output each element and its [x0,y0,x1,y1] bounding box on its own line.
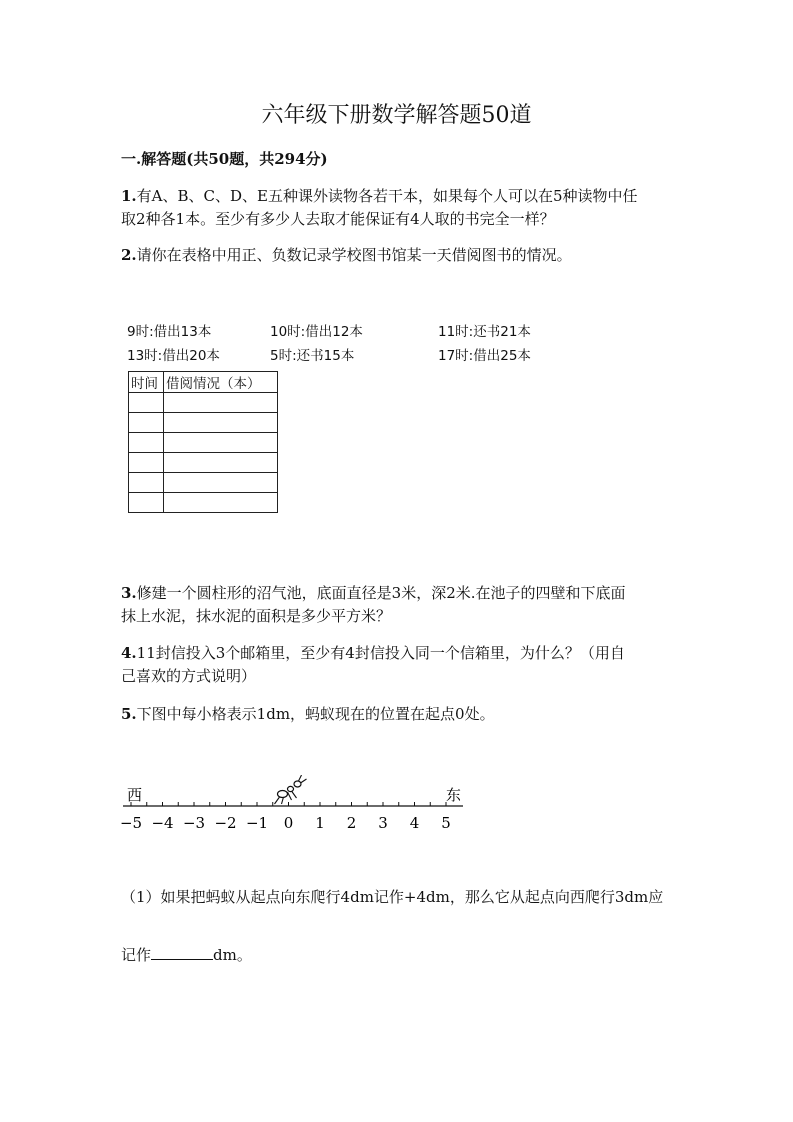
question-number: 3. [121,584,137,602]
table-cell [129,413,164,433]
table-row [129,433,278,453]
tick-label: 3 [378,814,388,832]
number-line-figure [115,775,475,837]
question-number: 1. [121,187,137,205]
answer-blank[interactable] [151,945,213,960]
question-5 [121,703,495,726]
table-cell [164,433,278,453]
record-table [128,371,278,513]
ant-icon [275,775,307,804]
question-text: 11封信投入3个邮箱里，至少有4封信投入同一个信箱里，为什么？（用自 [136,644,625,662]
tick-label: 4 [409,814,420,832]
tick-label: −3 [182,814,206,832]
question-text: 请你在表格中用正、负数记录学校图书馆某一天借阅图书的情况。 [136,246,572,264]
question-4 [121,642,625,688]
table-header-record: 借阅情况（本） [164,372,278,393]
table-cell [164,413,278,433]
tick-labels [120,814,451,832]
table-row [129,453,278,473]
table-cell [129,433,164,453]
question-text-cont: 抹上水泥，抹水泥的面积是多少平方米？ [121,607,392,625]
tick-label: −5 [119,814,143,832]
table-row [129,493,278,513]
question-text: 下图中每小格表示1dm，蚂蚁现在的位置在起点0处。 [136,705,495,723]
question-number: 2. [121,246,137,264]
table-row [129,413,278,433]
question-3 [121,582,626,628]
table-cell [129,393,164,413]
table-cell [164,493,278,513]
question-1 [121,185,638,231]
question-text-cont: 取2种各1本。至少有多少人去取才能保证有4人取的书完全一样？ [121,210,555,228]
table-cell [129,473,164,493]
answer-suffix: dm。 [213,946,252,964]
tick-label: 2 [346,814,357,832]
question-number: 4. [121,644,137,662]
table-row [129,473,278,493]
minor-ticks [131,802,446,806]
record-0-0: 9时:借出13本 [127,324,212,340]
table-row [129,393,278,413]
record-0-2: 11时:还书21本 [438,324,531,340]
table-cell [129,453,164,473]
question-text: 修建一个圆柱形的沼气池，底面直径是3米，深2米.在池子的四壁和下底面 [136,584,626,602]
question-text-cont: 己喜欢的方式说明） [121,667,257,685]
question-text: 有A、B、C、D、E五种课外读物各若干本，如果每个人可以在5种读物中任 [136,187,638,205]
table-cell [129,493,164,513]
section-heading: 一.解答题(共50题，共294分) [121,150,328,168]
record-0-1: 10时:借出12本 [270,324,363,340]
record-1-0: 13时:借出20本 [127,348,220,364]
sub-question-1: （1）如果把蚂蚁从起点向东爬行4dm记作+4dm，那么它从起点向西爬行3dm应 [121,888,664,906]
tick-label: 5 [441,814,451,832]
record-1-2: 17时:借出25本 [438,348,531,364]
sub-question-1-answer-line [121,944,252,967]
tick-label: −1 [245,814,269,832]
table-cell [164,453,278,473]
east-label: 东 [446,786,462,804]
question-number: 5. [121,705,137,723]
west-label: 西 [127,786,143,804]
record-1-1: 5时:还书15本 [270,348,355,364]
tick-label: −2 [214,814,237,832]
table-cell [164,393,278,413]
tick-label: 1 [315,814,325,832]
tick-label: 0 [283,814,294,832]
table-cell [164,473,278,493]
question-2 [121,244,572,267]
answer-prefix: 记作 [121,946,152,964]
table-header-time: 时间 [129,372,164,393]
page-title: 六年级下册数学解答题50道 [261,103,532,128]
tick-label: −4 [151,814,174,832]
